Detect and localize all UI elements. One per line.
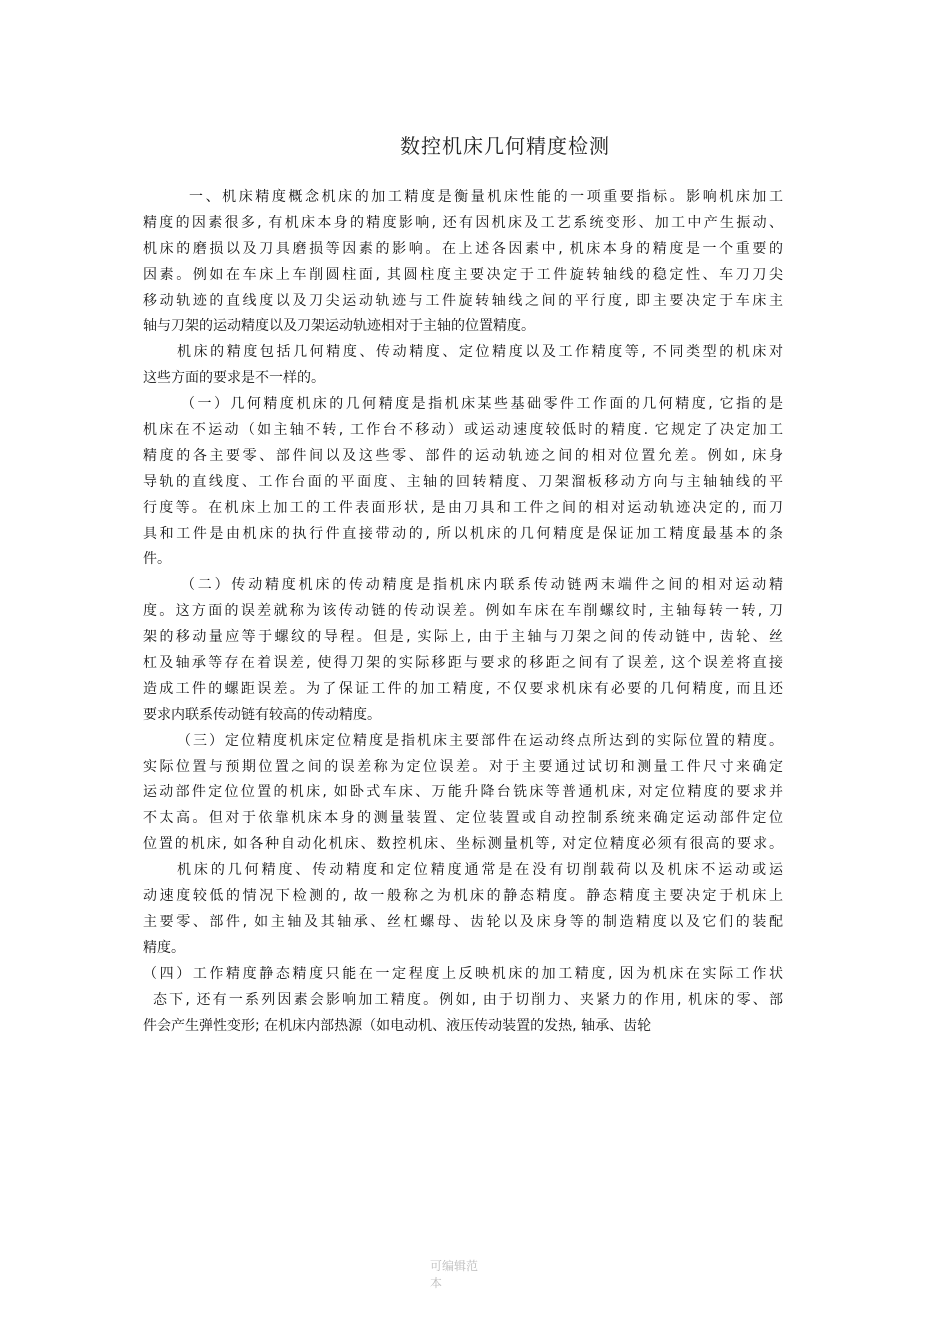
- paragraph-5-line-4: 不太高。但对于依靠机床本身的测量装置、定位装置或自动控制系统来确定运动部件定位: [143, 810, 783, 827]
- paragraph-1-line-3: 机床的磨损以及刀具磨损等因素的影响。在上述各因素中, 机床本身的精度是一个重要的: [143, 240, 783, 257]
- paragraph-4-line-6: 要求内联系传动链有较高的传动精度。: [143, 706, 381, 723]
- paragraph-3-line-1: （一）几何精度机床的几何精度是指机床某些基础零件工作面的几何精度, 它指的是: [181, 396, 783, 413]
- paragraph-6-line-2: 动速度较低的情况下检测的, 故一般称之为机床的静态精度。静态精度主要决定于机床上: [143, 888, 783, 905]
- paragraph-4-line-4: 杠及轴承等存在着误差, 使得刀架的实际移距与要求的移距之间有了误差, 这个误差将直接: [143, 655, 783, 672]
- paragraph-3-line-4: 导轨的直线度、工作台面的平面度、主轴的回转精度、刀架溜板移动方向与主轴轴线的平: [143, 473, 783, 490]
- paragraph-7-line-3: 件会产生弹性变形; 在机床内部热源（如电动机、液压传动装置的发热, 轴承、齿轮: [143, 1017, 652, 1034]
- paragraph-4-line-1: （二）传动精度机床的传动精度是指机床内联系传动链两末端件之间的相对运动精: [181, 577, 783, 594]
- paragraph-2-line-2: 这些方面的要求是不一样的。: [143, 370, 325, 387]
- paragraph-5-line-5: 位置的机床, 如各种自动化机床、数控机床、坐标测量机等, 对定位精度必须有很高的要求。: [143, 836, 783, 853]
- paragraph-1-line-2: 精度的因素很多, 有机床本身的精度影响, 还有因机床及工艺系统变形、加工中产生振动、: [143, 214, 783, 231]
- paragraph-6-line-1: 机床的几何精度、传动精度和定位精度通常是在没有切削载荷以及机床不运动或运: [177, 862, 783, 879]
- paragraph-3-line-3: 精度的各主要零、部件间以及这些零、部件的运动轨迹之间的相对位置允差。例如, 床身: [143, 447, 783, 464]
- paragraph-3-line-2: 机床在不运动（如主轴不转, 工作台不移动）或运动速度较低时的精度. 它规定了决定加工: [143, 422, 783, 439]
- paragraph-7-line-2: 态下, 还有一系列因素会影响加工精度。例如, 由于切削力、夹紧力的作用, 机床的零、部: [153, 991, 783, 1008]
- footer-editable-template-text: 可编辑范 本: [430, 1259, 479, 1290]
- paragraph-5-line-2: 实际位置与预期位置之间的误差称为定位误差。对于主要通过试切和测量工件尺寸来确定: [143, 758, 783, 775]
- paragraph-1-line-5: 移动轨迹的直线度以及刀尖运动轨迹与工件旋转轴线之间的平行度, 即主要决定于车床主: [143, 292, 783, 309]
- paragraph-6-line-3: 主要零、部件, 如主轴及其轴承、丝杠螺母、齿轮以及床身等的制造精度以及它们的装配: [143, 913, 783, 930]
- paragraph-4-line-3: 架的移动量应等于螺纹的导程。但是, 实际上, 由于主轴与刀架之间的传动链中, 齿轮、丝: [143, 629, 783, 646]
- paragraph-5-line-3: 运动部件定位位置的机床, 如卧式车床、万能升降台铣床等普通机床, 对定位精度的要求并: [143, 784, 783, 801]
- paragraph-1-line-1: 一、机床精度概念机床的加工精度是衡量机床性能的一项重要指标。影响机床加工: [189, 189, 783, 205]
- paragraph-1-line-4: 因素。例如在车床上车削圆柱面, 其圆柱度主要决定于工件旋转轴线的稳定性、车刀刀尖: [143, 266, 783, 283]
- paragraph-6-line-4: 精度。: [143, 939, 185, 956]
- paragraph-4-line-5: 造成工件的螺距误差。为了保证工件的加工精度, 不仅要求机床有必要的几何精度, 而且还: [143, 680, 783, 697]
- paragraph-4-line-2: 度。这方面的误差就称为该传动链的传动误差。例如车床在车削螺纹时, 主轴每转一转, 刀: [143, 603, 783, 620]
- paragraph-2-line-1: 机床的精度包括几何精度、传动精度、定位精度以及工作精度等, 不同类型的机床对: [177, 344, 783, 361]
- paragraph-1-line-6: 轴与刀架的运动精度以及刀架运动轨迹相对于主轴的位置精度。: [143, 318, 535, 335]
- paragraph-5-line-1: （三）定位精度机床定位精度是指机床主要部件在运动终点所达到的实际位置的精度。: [177, 732, 783, 749]
- document-title: 数控机床几何精度检测: [400, 134, 610, 158]
- paragraph-7-line-1: （四）工作精度静态精度只能在一定程度上反映机床的加工精度, 因为机床在实际工作状: [143, 965, 783, 982]
- document-body: [143, 185, 783, 1039]
- paragraph-3-line-5: 行度等。在机床上加工的工件表面形状, 是由刀具和工件之间的相对运动轨迹决定的, 而刀: [143, 499, 783, 516]
- paragraph-3-line-6: 具和工件是由机床的执行件直接带动的, 所以机床的几何精度是保证加工精度最基本的条: [143, 525, 783, 542]
- paragraph-3-line-7: 件。: [143, 551, 171, 568]
